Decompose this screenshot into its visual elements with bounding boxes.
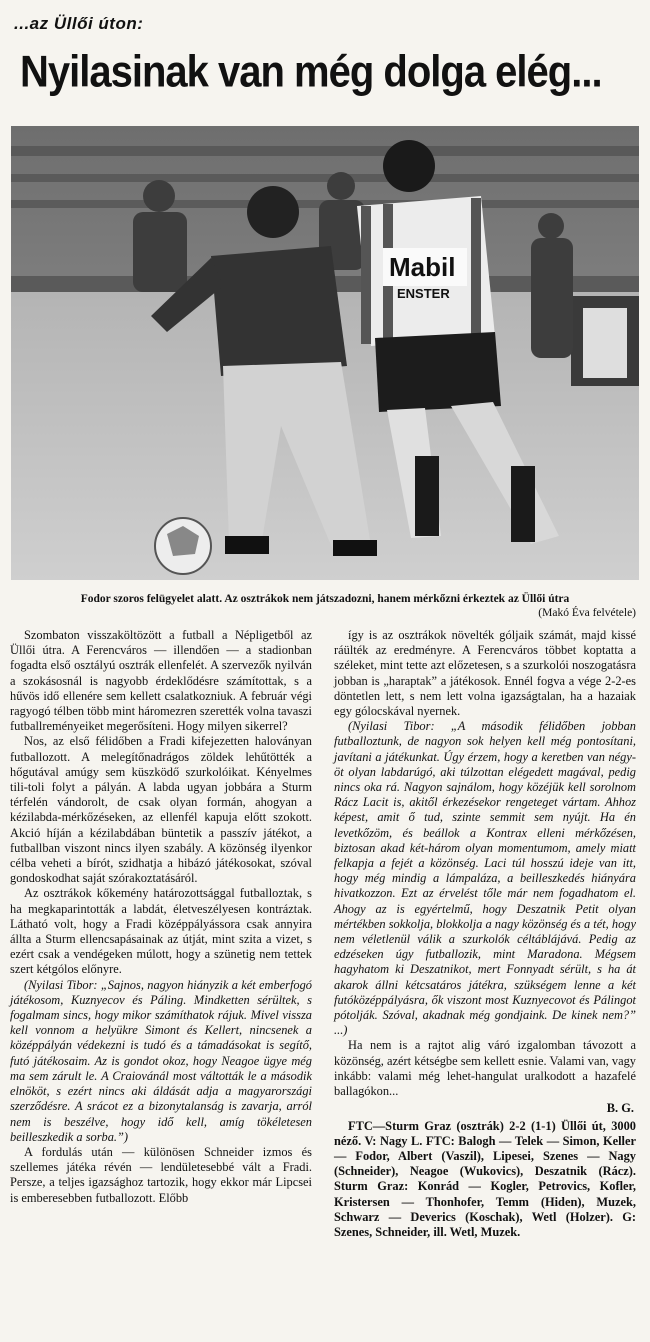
article-column-left: [10, 628, 312, 1206]
paragraph: Szombaton visszaköltözött a futball a Népligetből az Üllői útra. A Ferencváros — illendően — a stadionban fogadta első osztályú osztrák ellenfelét. A szervezők nyilván a szokásosnál is nagyobb érdeklődésre számítottak, s a hűvös idő ellenére sem kellett csalatkozniuk. A február végi ragyogó télben több mint háromezren szerették volna tavaszi futballreményeiket megerősíteni. Hogy milyen sikerrel?: [10, 628, 312, 734]
sponsor-text: Mabil: [389, 252, 456, 282]
match-result-text: FTC—Sturm Graz (osztrák) 2-2 (1-1) Üllői út, 3000 néző. V: Nagy L. FTC: Balogh — Telek — Simon, Keller — Fodor, Albert (Vaszil), Lipesei, Szenes — Nagy (Schneider), Neagoe (Wukovics), Deszatnik (Rácz). Sturm Graz: Konrád — Kogler, Petrovics, Kofler, Kristersen — Thonhofer, Temm (Hiden), Muzek, Schwarz — Deverics (Koschak), Wetl (Holzer). G: Szenes, Schneider, ill. Wetl, Muzek.: [334, 1118, 636, 1239]
author-signature: B. G.: [606, 1101, 634, 1116]
kicker: ...az Üllői úton:: [14, 14, 144, 33]
headline: Nyilasinak van még dolga elég...: [20, 47, 602, 97]
paragraph: Az osztrákok kőkemény határozottsággal futballoztak, s ha megkaparintották a labdát, életveszélyesen kontráztak. Látható volt, hogy a Fradi középpályássora csak annyira állta a Sturm ellencsapásainak az útját, mint szita a vizet, s ezért csak a vendégeken múlott, hogy a szünetig nem tettek szert kétgólos előnyre.: [10, 886, 312, 977]
paragraph: Nos, az első félidőben a Fradi kifejezetten haloványan futballozott. A melegítőnadrágos zöldek lehűtötték a hőgutával amúgy sem küszködő szurkolóikat. Kényelmes tili-toli folyt a pályán. A labda ugyan jobbára a Sturm térfelén vándorolt, de csak olyan formán, ahogyan a kézilabda-mérkőzéseken, az ellenfél kapuja előtt szokott. Akció híján a kézilabdában büntetik a passzív játékot, a futballban viszont nincs ilyen szabály. A közönség ilyenkor célba veheti a bírót, szidhatja a hibázó játékosokat, szóval gondoskodhat saját szórakoztatásáról.: [10, 734, 312, 886]
paragraph: Ha nem is a rajtot alig váró izgalomban távozott a közönség, azért kétségbe sem kellett esnie. Valami van, vagy inkább: valami még lehet-hangulat uralkodott a hazafelé ballagókon...: [334, 1038, 636, 1099]
photo-caption: Fodor szoros felügyelet alatt. Az osztrákok nem játszadozni, hanem mérkőzni érkeztek az Üllői útra: [80, 593, 570, 605]
match-photo: [11, 126, 639, 580]
sponsor-subtext: ENSTER: [397, 286, 450, 301]
quote-paragraph: (Nyilasi Tibor: „A második félidőben jobban futballoztunk, de nagyon sok helyen kell még pontosítani, javítani a játékunkat. Úgy érzem, hogy a keretben van négy-öt olyan labdarúgó, aki túlzottan elégedett magával, pedig nincs oka rá. Nagyon sajnálom, hogy közéjük kell sorolnom Rácz Lacit is, akitől érkezésekor rengeteget vártam. Ahhoz képest, amit ő tud, szinte semmit sem nyújt. Ha én levetkőzöm, és beállok a Kontrax elleni mérkőzésen, biztosan akad két-három olyan momentumom, amely miatt felkapja a fejét a közönség. Laci túl hosszú ideje van itt, hogy még mindig a lámpaláza, a beilleszkedés hiányára hivatkozzon. Ezt az érvelést tőle már nem fogadhatom el. Ahogy az is egyértelmű, hogy Deszatnik Petit olyan mértékben sokkolja, blokkolja a nagy közönség és a tét, hogy nem véletlenül válik a szurkolók céltáblájává. Pedig az edzéseken úgy futballozik, mint Maradona. Mégsem hagyhatom ki Deszatnikot, mert Fonnyadt sérült, s ha át akarok állni kétcsatáros játékra, szükségem lenne a két futóközéppályásra, ők viszont most Kuznyecovot és Pálingot pótolják. Szóval, akadnak még gondjaink. De kinek nem?” ...): [334, 719, 636, 1038]
match-result-box: [334, 1119, 636, 1241]
photo-credit: (Makó Éva felvétele): [538, 607, 636, 619]
quote-paragraph: (Nyilasi Tibor: „Sajnos, nagyon hiányzik a két emberfogó játékosom, Kuznyecov és Páling. Mindketten sérültek, s fogalmam sincs, hogy mikor számíthatok rájuk. Mivel vissza kell vonnom a helyükre Simont és Kellert, nincsenek a középpályán védekezni is tudó és a támadásokat is segítő, futó játékosaim. Az is gondot okoz, hogy Neagoe ügye még ma sem zárult le. A Craiovánál most váltották le a második elnököt, s ezért nincs aki áldását adja a magyarországi szerződésre. A srácot ez a bizonytalanság is zavarja, arról nem is beszélve, hogy idő kell, amíg tökéletesen beilleszkedik a sorba.”): [10, 977, 312, 1144]
paragraph: így is az osztrákok növelték góljaik számát, majd kissé ráülték az eredményre. A Ferencváros többet koptatta a széleket, mint tette azt előzetesen, s a szurkolói noszogatásra jobban is „haraptak” a játékosok. Ennél fogva a vége 2-2-es döntetlen lett, s nem lett volna igazságtalan, ha a hazaiak egy gólocskával nyernek.: [334, 628, 636, 719]
article-column-right: [334, 628, 636, 1240]
paragraph: A fordulás után — különösen Schneider izmos és szellemes játéka révén — lendületesebbé vált a Fradi. Persze, a teljes igazsághoz tartozik, hogy ekkor már Lipcsei is emberesebben futballozott. Előbb: [10, 1144, 312, 1205]
